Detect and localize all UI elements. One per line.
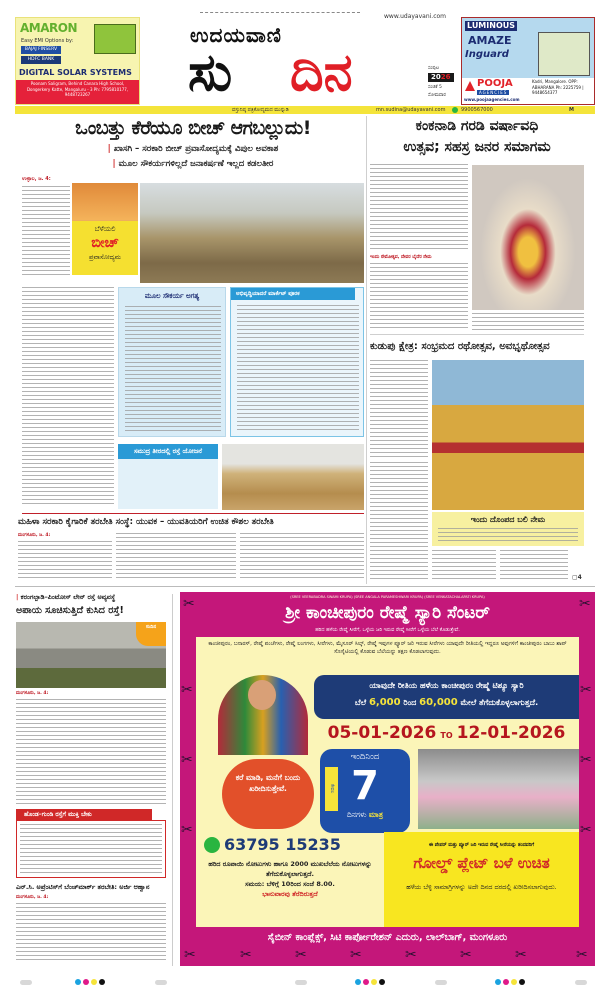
infobox-title: ಹೊಂಡ–ಗುಂಡಿ ರಸ್ತೆಗೆ ಮುಕ್ತಿ ಬೇಕು (16, 809, 152, 820)
article-body (432, 550, 496, 580)
dateline: ಮಂಗಳೂರು, ಜ. 4: (18, 533, 51, 538)
scissors-icon: ✂ (515, 947, 527, 963)
garadi-festival-photo (472, 165, 584, 310)
website-link[interactable]: www.udayavani.com (384, 13, 447, 20)
scissors-icon: ✂ (460, 947, 472, 963)
scissors-icon: ✂ (579, 596, 591, 612)
scissors-icon: ✂ (580, 822, 592, 838)
reg-dot (75, 979, 81, 985)
inverter-image (538, 32, 590, 76)
masthead-yellow-strip (15, 106, 595, 114)
article-body (16, 903, 166, 963)
ad-company: DIGITAL SOLAR SYSTEMS (19, 68, 132, 77)
kicker-text: ಕರಂಗಲ್ಪಾಡಿ–ಪಿಂಟೋಸ್ ಲೇನ್ ರಸ್ತೆ ಅವ್ಯವಸ್ಥೆ (20, 593, 116, 601)
brand-dina: ದಿನ (290, 43, 353, 103)
scissors-icon: ✂ (184, 947, 196, 963)
registration-pill (155, 980, 167, 985)
temple-chariot-photo (432, 360, 584, 510)
reg-dot (519, 979, 525, 985)
continued-page[interactable]: ▢4 (572, 574, 582, 581)
kicker-road: | ಕರಂಗಲ್ಪಾಡಿ–ಪಿಂಟೋಸ್ ಲೇನ್ ರಸ್ತೆ ಅವ್ಯವಸ್ಥೆ (16, 593, 116, 601)
masthead-rule (200, 12, 360, 13)
year-badge (428, 73, 454, 82)
weekday: ಸೋಮವಾರ (428, 93, 446, 98)
infobox-infrastructure (118, 287, 226, 437)
badge-line-2: ಬೀಚ್ (91, 235, 119, 251)
date-from: 05-01-2026 (327, 723, 437, 743)
jump-page-number: 4 (577, 574, 582, 581)
email-link[interactable]: mn.sudina@udayavani.com (376, 107, 446, 113)
ad-address: Poonam Saligram, Behind Canara High School, Dongerkery Katte, Mangaluru - 3 Ph: 7795810177, 9448723267 (16, 80, 139, 105)
ad-brand: AMARON (20, 21, 77, 35)
column-rule (172, 594, 173, 966)
date-to: 12-01-2026 (456, 723, 566, 743)
article-body (116, 533, 236, 581)
brand-udayavani: ಉದಯವಾಣಿ (190, 23, 282, 47)
dateline: ಉಳ್ಳಾಲ, ಜ. 4: (22, 176, 51, 182)
days-only: ಮಾತ್ರ (368, 810, 383, 819)
scissors-icon: ✂ (405, 947, 417, 963)
dealer-sub: AGENCIES (479, 90, 508, 95)
ad-phone[interactable]: 63795 15235 (224, 835, 341, 854)
story-divider (370, 334, 584, 335)
reg-dot (371, 979, 377, 985)
infobox-road-repair (16, 820, 166, 878)
reg-dot (503, 979, 509, 985)
registration-pill (575, 980, 587, 985)
infobox-body (438, 528, 578, 544)
offer-post: ಮೇಲೆ ತೆಗೆದುಕೊಳ್ಳಲಾಗುತ್ತದೆ. (460, 698, 539, 707)
subhead-text: ಮೂಲ ಸೌಕರ್ಯಗಳಿಲ್ಲದೆ ಜನಾಕರ್ಷಣೆ ಇಲ್ಲದ ಕಡಲತೀರ (118, 159, 274, 169)
scissors-icon: ✂ (576, 947, 588, 963)
headline-garadi-2[interactable]: ಉತ್ಸವ; ಸಹಸ್ರ ಜನರ ಸಮಾಗಮ (403, 139, 551, 155)
reg-dot (511, 979, 517, 985)
offer-mid: ರಿಂದ (403, 698, 417, 707)
scissors-icon: ✂ (580, 682, 592, 698)
infobox-title: ಅಭಿವೃದ್ಧಿಯಾದರೆ ಮಾರ್ಕೆಟ್ ಪೂರಕ (231, 288, 355, 300)
infobox-title: ಮೂಲ ಸೌಕರ್ಯ ಅಗತ್ಯ (144, 292, 200, 300)
subhead-beach-2: | ಮೂಲ ಸೌಕರ್ಯಗಳಿಲ್ಲದೆ ಜನಾಕರ್ಷಣೆ ಇಲ್ಲದ ಕಡಲತೀರ (112, 159, 274, 169)
section-divider (22, 513, 364, 514)
scissors-icon: ✂ (580, 752, 592, 768)
article-body (500, 550, 568, 580)
offer-line-1: ಯಾವುದೇ ರೀತಿಯ ಹಳೆಯ ಕಾಂಚೀಪುರಂ ರೇಷ್ಮೆ ಟಿಶ್ಯೂ ಸ್ಯಾರಿ (369, 681, 524, 690)
infobox-sea-road-title: ಸಮುದ್ರ ತೀರದಲ್ಲಿ ರಸ್ತೆ ಯೋಜನೆ (118, 444, 218, 459)
offer-line-2 (314, 692, 579, 710)
volume-label: ಸಂಪುಟ (428, 66, 439, 71)
bajaj-logo: BAJAJ FINSERV (21, 46, 61, 54)
scissors-icon: ✂ (181, 822, 193, 838)
ad-panel (196, 637, 579, 927)
subhead-text: ಖಾಸಗಿ – ಸರಕಾರಿ ಬೀಚ್ ಪ್ರವಾಸೋದ್ಯಮಕ್ಕೆ ವಿಪುಲ ಅವಕಾಶ (113, 144, 279, 154)
notes-info: ಹರಿದ ರೂಪಾಯಿ ನೋಟುಗಳು ಹಾಗೂ 2000 ಮುಖಬೆಲೆಯ ನೋಟುಗಳನ್ನು ತೆಗೆದುಕೊಳ್ಳಲಾಗುತ್ತದೆ. (208, 860, 372, 878)
infobox-sea-road-body (118, 459, 218, 509)
sunday-open: ಭಾನುವಾರವು ತೆರೆದಿರುತ್ತದೆ (262, 890, 318, 898)
article-body (16, 699, 166, 805)
registration-marks (495, 979, 525, 985)
article-body (22, 287, 114, 507)
dealer-block (462, 78, 594, 105)
ad-left-info (200, 859, 380, 899)
ad-title: ಶ್ರೀ ಕಾಂಚೀಪುರಂ ರೇಷ್ಮೆ ಸ್ಯಾರಿ ಸೆಂಟರ್ (285, 603, 490, 623)
headline-road[interactable]: ಅಪಾಯ ಸೂಚಿಸುತ್ತಿದೆ ಕುಸಿದ ರಸ್ತೆ! (16, 605, 124, 616)
beach-tourism-badge (72, 183, 138, 275)
paper-note: ಈ ಪೇಪರ್ ಮತ್ತು ಪ್ಯೂರ್ ಜರಿ ಇರುವ ರೇಷ್ಮೆ ಸೀರೆಯನ್ನು ತಂದವರಿಗೆ (428, 843, 535, 848)
dealer-url: www.poojaagencies.com (464, 97, 520, 102)
edition-code: M (569, 107, 574, 113)
reg-dot (379, 979, 385, 985)
silver-note: ಹಳೆಯ ಬೆಳ್ಳಿ ಸಾಮಾಗ್ರಿಗಳನ್ನು ಅದೇ ದಿನದ ದರದಲ್ಲಿ ಖರೀದಿಸಲಾಗುವುದು. (406, 883, 557, 891)
ad-luminous-pooja[interactable] (461, 17, 595, 105)
ad-address: ಸೈಬೀನ್ ಕಾಂಪ್ಲೆಕ್ಸ್, ಸಿಟಿ ಕಾರ್ಪೋರೇಶನ್ ಎದುರು, ಲಾಲ್‌ಬಾಗ್, ಮಂಗಳೂರು (267, 932, 508, 943)
reg-dot (495, 979, 501, 985)
timing: ಸಮಯ: ಬೆಳಿಗ್ಗೆ 10ರಿಂದ ಸಂಜೆ 8.00. (245, 880, 335, 888)
hdfc-logo: HDFC BANK (21, 56, 61, 64)
offer-banner (314, 675, 579, 719)
subhead-beach-1: | ಖಾಸಗಿ – ಸರಕಾರಿ ಬೀಚ್ ಪ್ರವಾಸೋದ್ಯಮಕ್ಕೆ ವಿಪುಲ ಅವಕಾಶ (107, 144, 279, 154)
currency-notes-photo (418, 749, 579, 829)
dealer-name: POOJA (477, 78, 513, 89)
reg-dot (355, 979, 361, 985)
offer-max-price: 60,000 (419, 697, 458, 708)
days-top: ಇಂದಿನಿಂದ (350, 752, 380, 762)
scissors-icon: ✂ (295, 947, 307, 963)
beach-photo (140, 183, 364, 283)
offer-pre: ಬೆಲೆ (354, 698, 367, 707)
infobox-body (125, 306, 221, 432)
article-body (370, 164, 468, 252)
ad-product-2: Inguard (465, 49, 509, 60)
article-body (240, 533, 364, 581)
ad-product: AMAZE (468, 34, 512, 47)
whatsapp-icon (452, 107, 458, 113)
reg-dot (99, 979, 105, 985)
scissors-icon: ✂ (240, 947, 252, 963)
badge-line-3: ಪ್ರವಾಸೋದ್ಯಮ (89, 253, 121, 261)
article-body (22, 186, 70, 278)
fold-rule (15, 586, 595, 587)
dealer-address: Kadri, Mangalore. OPP: ABHARANA Ph: 2225759 | 9448654377 (532, 79, 584, 95)
headline-kudupu[interactable]: ಕುಡುಪು ಕ್ಷೇತ್ರ: ಸಂಭ್ರಮದ ರಥೋತ್ಸವ, ಅವಭೃಥೋತ್ಸವ (370, 341, 550, 352)
badge-line-1: ಬೆಳೆಯಲಿ (94, 225, 116, 233)
offer-min-price: 6,000 (368, 697, 401, 708)
tagline: ವಸ್ತುನಿಷ್ಠ ಪತ್ರಿಕೋದ್ಯಮದ ಮುನ್ನುಡಿ (232, 107, 289, 113)
ad-brand: LUMINOUS (467, 21, 515, 30)
reg-dot (363, 979, 369, 985)
issue-number: ಸಂಚಿಕೆ 5 (428, 85, 442, 90)
model-photo (218, 675, 308, 755)
battery-image (94, 24, 136, 54)
ad-amaron-digital-solar[interactable] (15, 17, 140, 105)
reg-dot (91, 979, 97, 985)
days-badge (320, 749, 410, 833)
infobox-body (237, 305, 359, 433)
scissors-icon: ✂ (181, 752, 193, 768)
beach-sand-photo (222, 444, 364, 510)
year-red: 26 (440, 73, 451, 81)
reg-dot (83, 979, 89, 985)
sudina-stamp: ಸುದಿನ (136, 622, 166, 646)
dateline: ಮಂಗಳೂರು, ಜ. 4: (16, 895, 49, 900)
gold-offer: ಗೋಲ್ಡ್ ಪ್ಲೇಟ್ ಬಳೆ ಉಚಿತ (413, 854, 550, 872)
photo-caption (472, 313, 584, 331)
registration-marks (75, 979, 105, 985)
column-rule (366, 116, 367, 584)
inline-subhead: ಇಂದು ನೇಮೋತ್ಸವ, ದೇವರ ಬೈದೆರ ನೇಮ (370, 255, 432, 260)
offer-dates (314, 721, 579, 748)
ad-kanchipuram-sari[interactable] (180, 592, 595, 966)
ad-emi-text: Easy EMI Options by: (21, 38, 74, 44)
phone-number: 9900567000 (461, 107, 493, 113)
headline-beach[interactable]: ಒಂಬತ್ತು ಕೆರೆಯೂ ಬೀಚ್ ಆಗಬಲ್ಲುದು! (75, 117, 311, 139)
article-body (370, 360, 428, 460)
infobox-title: ಇಂದು ದೊಂಪದ ಬಲಿ ನೇಮ (470, 515, 546, 524)
days-label: ದಿನಗಳು (347, 810, 367, 819)
article-body (18, 541, 112, 581)
pooja-logo-icon (465, 81, 475, 91)
article-body (370, 263, 468, 331)
days-number: 7 (351, 763, 379, 809)
headline-apprentice[interactable]: ಎನ್.ಸಿ. ಅಪ್ರೆಂಟಿಸ್‌ಗೆ ಬೆಂಚ್‌ಮಾರ್ಕ್ ತರಬೇತಿ: ಅರ್ಜಿ ಆಹ್ವಾನ (16, 883, 150, 891)
year-black: 20 (431, 73, 441, 81)
call-cta-bubble: ಕರೆ ಮಾಡಿ, ಮನೆಗೆ ಬಂದು ಖರೀದಿಸುತ್ತೇವೆ. (222, 759, 314, 829)
date-to-label: TO (440, 731, 453, 740)
scissors-icon: ✂ (350, 947, 362, 963)
gold-offer-panel (384, 832, 579, 927)
days-side: ಕೇವಲ (325, 767, 338, 811)
brand-su: ಸು (188, 43, 233, 103)
registration-pill (20, 980, 32, 985)
registration-pill (295, 980, 307, 985)
scissors-icon: ✂ (181, 682, 193, 698)
dateline: ಮಂಗಳೂರು, ಜ. 4: (16, 691, 49, 696)
ad-intro: ಕಾಂಚೀಪುರಂ, ಬನಾರಸ್, ರೇಷ್ಮೆ ಪಂಚೆಗಳು, ರೇಷ್ಮೆ ಲಂಗಗಳು, ಸೀರೆಗಳು, ಮೈಸೂರ್ ಸಿಲ್ಕ್, ರೇಷ್ಮೆ ಇವುಗಳ ಪ್ಯೂರ್ ಜರಿ ಇರುವ ಸೀರೆಗಳು ಯಾವುದೇ ರೀತಿಯಲ್ಲಿ ಇದ್ದರೂ ಅವುಗಳಿಗೆ ಕಾಂಚೀಪುರಂ ಬಾಬು ಶಾಪ್ ಸೊಸೈಟಿಯಲ್ಲಿ ಕೊಡುವ ಬೆಲೆಯನ್ನು ತಕ್ಷಣ ಕೊಡಲಾಗುವುದು. (208, 641, 567, 655)
whatsapp-icon (204, 837, 220, 853)
infobox-market (230, 287, 364, 437)
ad-subtitle: ಹರಿದ ಹಳೆಯ ರೇಷ್ಮೆ ಸೀರೆಗೆ, ಒಳ್ಳೆಯ ಜರಿ ಇರುವ ರೇಷ್ಮೆ ಸೀರೆಗೆ ಒಳ್ಳೆಯ ಬೆಲೆ ಕೊಡುತ್ತೇವೆ. (315, 627, 460, 633)
registration-pill (435, 980, 447, 985)
headline-training[interactable]: ಮಹಿಳಾ ಸರಕಾರಿ ಕೈಗಾರಿಕೆ ತರಬೇತಿ ಸಂಸ್ಥೆ: ಯುವಕ – ಯುವತಿಯರಿಗೆ ಉಚಿತ ಕೌಶಲ ತರಬೇತಿ (18, 517, 274, 527)
article-body (370, 462, 428, 580)
registration-marks (355, 979, 385, 985)
infobox-dompada-bali (432, 512, 584, 546)
headline-garadi-1[interactable]: ಕಂಕನಾಡಿ ಗರಡಿ ವರ್ಷಾವಧಿ (415, 118, 539, 134)
scissors-icon: ✂ (183, 596, 195, 612)
ad-source-line: (SREE VEERABADRA SWAMI KRUPA) (SREE ANGALA PARAMESHWARI KRUPA) (SREE VENKATACHALAPATI KRUPA) (290, 595, 485, 599)
